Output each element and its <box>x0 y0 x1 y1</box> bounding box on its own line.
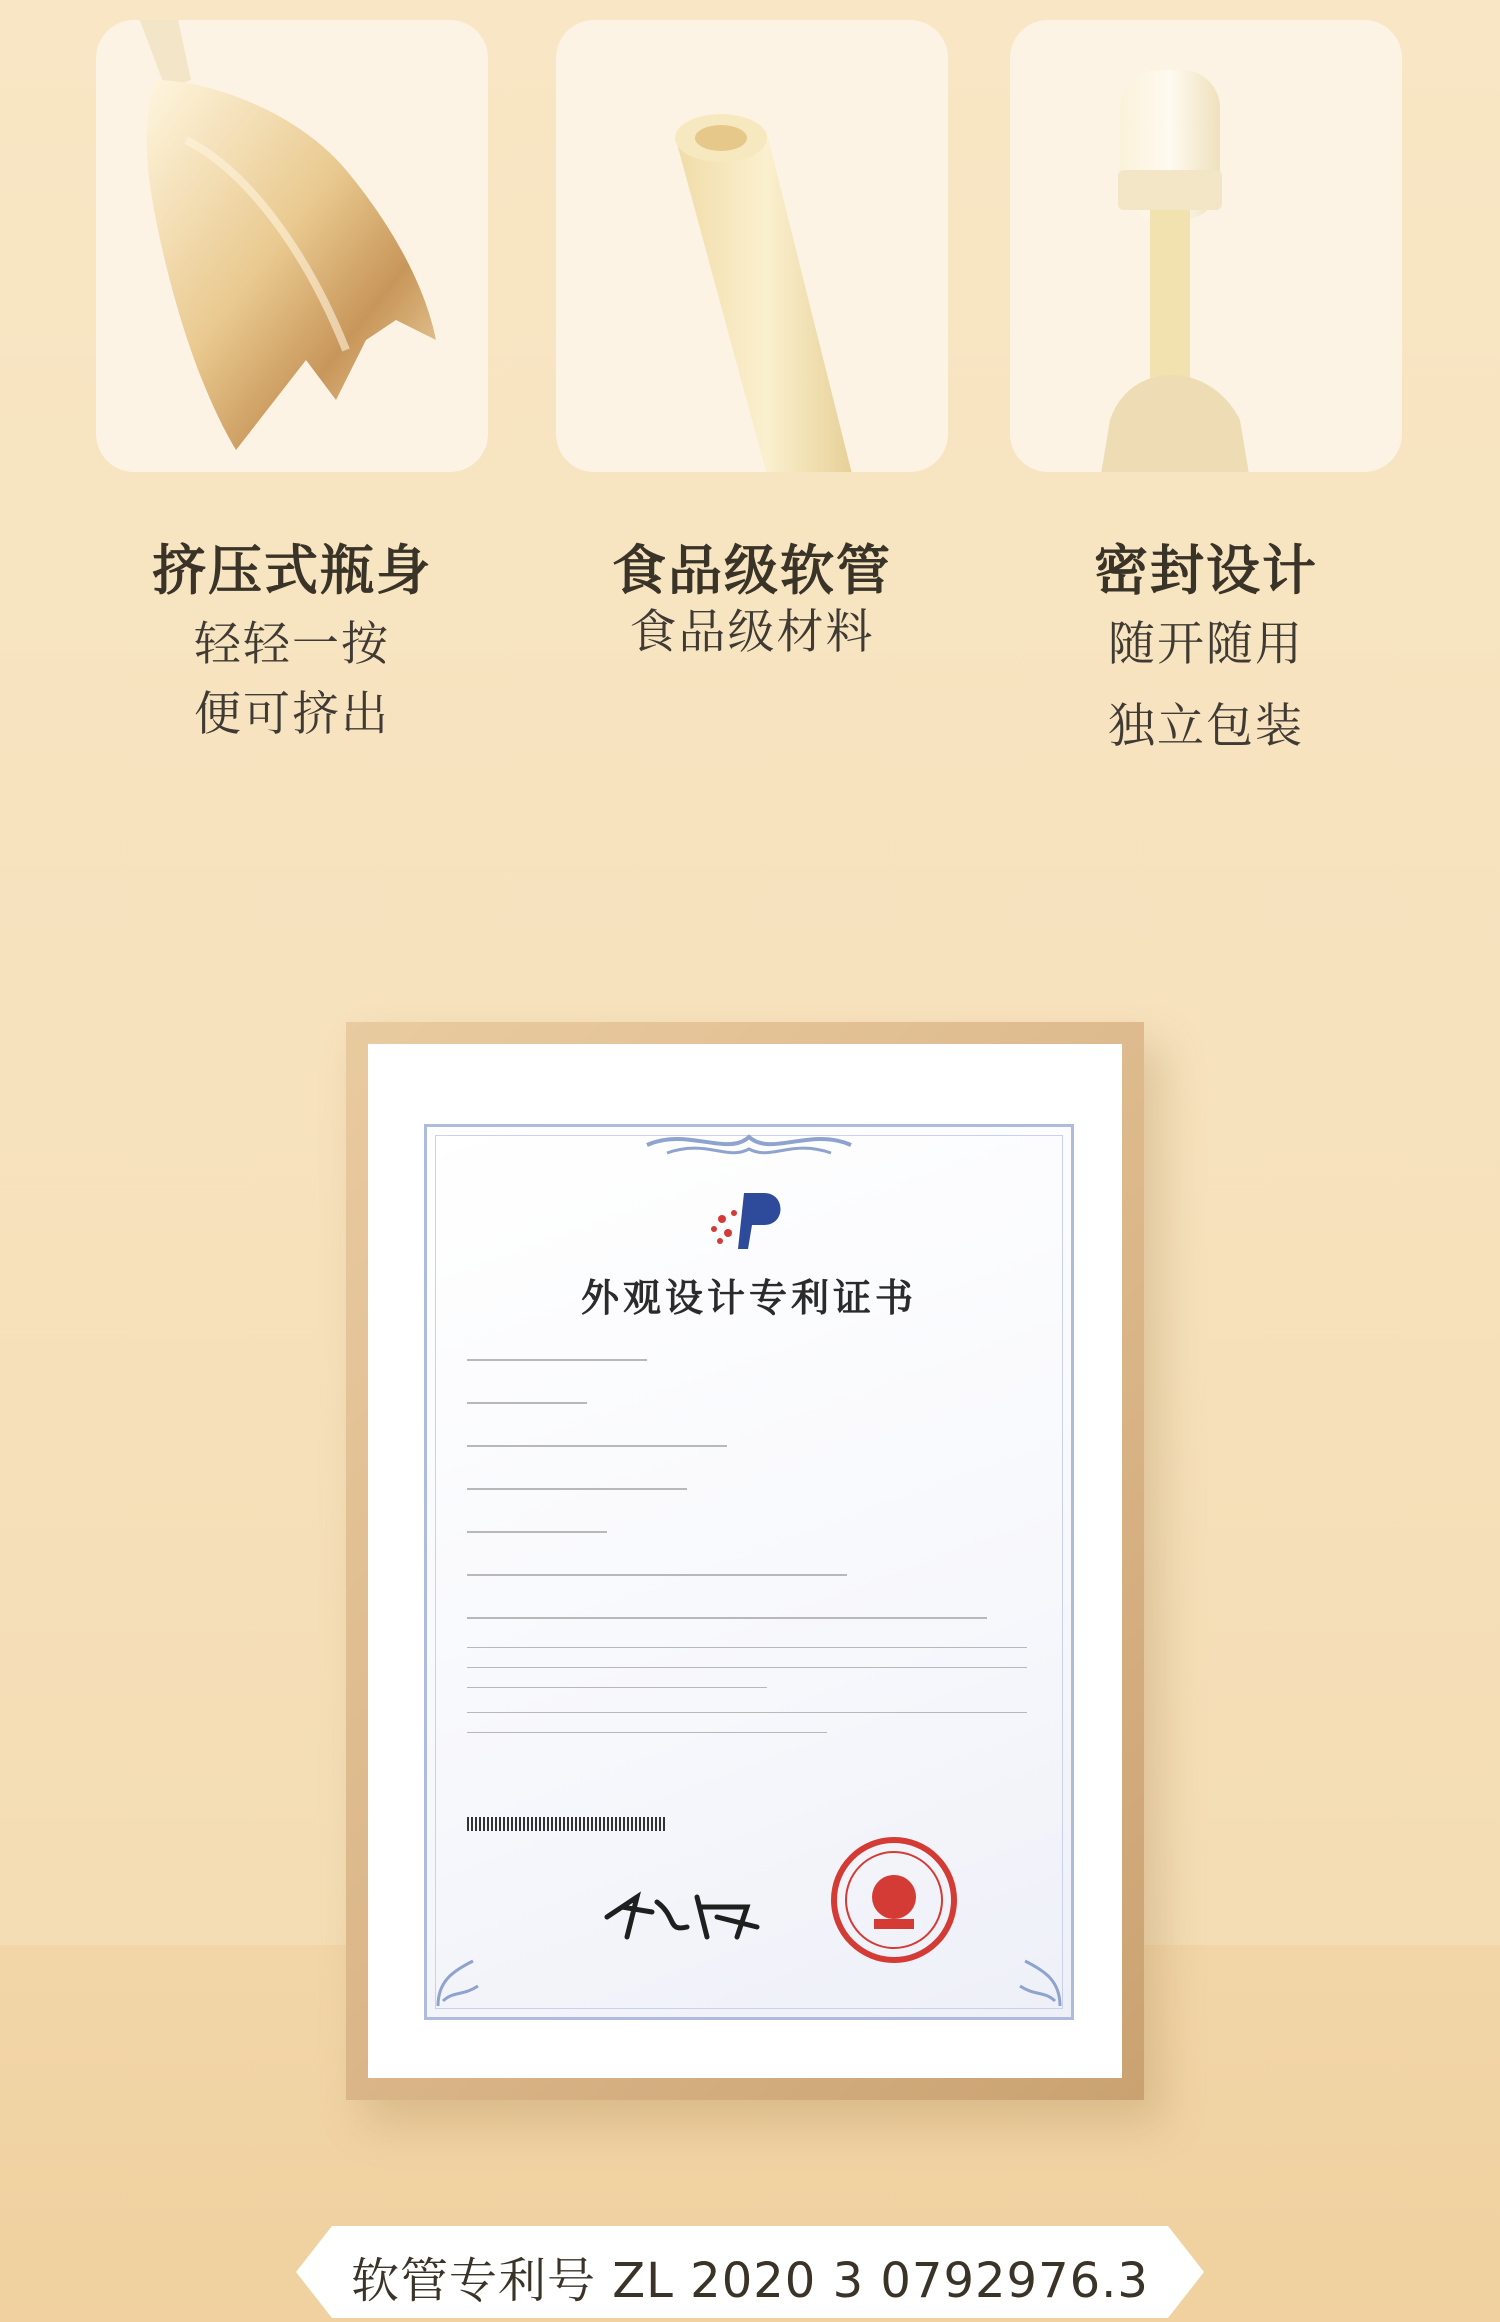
feature-desc-squeeze-2: 便可挤出 <box>194 687 390 742</box>
certificate-barcode <box>467 1817 667 1831</box>
certificate-text-line <box>467 1712 1027 1713</box>
certificate-ornament-corner <box>433 1951 493 2011</box>
certificate-frame <box>346 1022 1144 2100</box>
feature-title-squeeze: 挤压式瓶身 <box>152 539 432 602</box>
feature-desc-seal-1: 随开随用 <box>1108 617 1304 672</box>
certificate-ornament-corner <box>1005 1951 1065 2011</box>
certificate-text-line <box>467 1687 767 1688</box>
national-emblem-seal-icon <box>829 1835 959 1965</box>
patent-number-text: 软管专利号 ZL 2020 3 0792976.3 <box>351 2253 1149 2309</box>
certificate-text-line <box>467 1732 827 1733</box>
patent-certificate <box>424 1124 1074 2020</box>
feature-desc-squeeze-1: 轻轻一按 <box>194 617 390 672</box>
feature-image-squeeze <box>96 20 488 472</box>
feature-image-tube <box>556 20 948 472</box>
certificate-text-line <box>467 1667 1027 1668</box>
certificate-text-line <box>467 1488 687 1490</box>
certificate-text-line <box>467 1445 727 1447</box>
sealed-cap-icon <box>1010 20 1402 472</box>
squeeze-bottle-tip-icon <box>96 20 488 472</box>
signature-icon <box>597 1877 777 1957</box>
certificate-text-line <box>467 1531 607 1533</box>
feature-desc-tube-1: 食品级材料 <box>629 605 875 660</box>
certificate-text-line <box>467 1617 987 1619</box>
certificate-text-line <box>467 1402 587 1404</box>
feature-image-seal <box>1010 20 1402 472</box>
feature-title-seal: 密封设计 <box>1094 539 1318 602</box>
feature-title-tube: 食品级软管 <box>612 539 892 602</box>
certificate-text-line <box>467 1359 647 1361</box>
soft-tube-icon <box>556 20 948 472</box>
certificate-text-line <box>467 1574 847 1576</box>
feature-desc-seal-2: 独立包装 <box>1108 699 1304 754</box>
patent-office-logo-icon <box>704 1185 794 1255</box>
certificate-ornament-top <box>427 1127 1071 1167</box>
certificate-title: 外观设计专利证书 <box>580 1275 917 1320</box>
frame-mat <box>368 1044 1122 2078</box>
certificate-text-line <box>467 1647 1027 1648</box>
